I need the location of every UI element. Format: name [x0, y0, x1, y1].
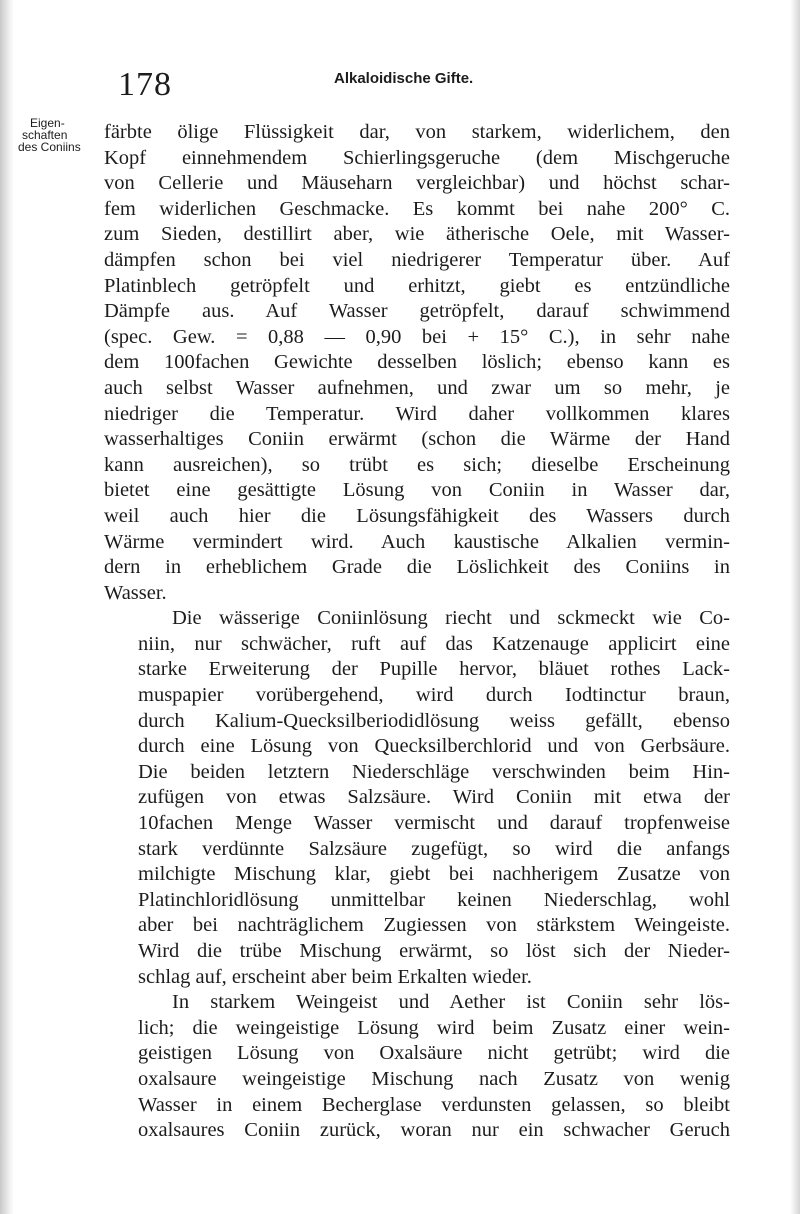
text-line: zufügen von etwas Salzsäure. Wird Coniin mit etwa der: [138, 786, 730, 809]
text-line: durch eine Lösung von Quecksilberchlorid und von Gerbsäure.: [138, 735, 730, 758]
text-line: stark verdünnte Salzsäure zugefügt, so wird die anfangs: [138, 837, 730, 860]
text-line: Wasser in einem Becherglase verdunsten gelassen, so bleibt: [138, 1093, 730, 1116]
text-line: auch selbst Wasser aufnehmen, und zwar um so mehr, je: [104, 376, 730, 399]
text-line: milchigte Mischung klar, giebt bei nachherigem Zusatze von: [138, 863, 730, 886]
text-line: Platinblech getröpfelt und erhitzt, giebt es entzündliche: [104, 274, 730, 297]
text-line: 10fachen Menge Wasser vermischt und darauf tropfenweise: [138, 812, 730, 835]
text-line: bietet eine gesättigte Lösung von Coniin in Wasser dar,: [104, 479, 730, 502]
margin-note-line: schaften: [22, 128, 68, 142]
text-line: aber bei nachträglichem Zugiessen von stärkstem Weingeiste.: [138, 914, 730, 937]
text-line: Die wässerige Coniinlösung riecht und sckmeckt wie Co-: [172, 607, 730, 630]
text-line: Platinchloridlösung unmittelbar keinen Niederschlag, wohl: [138, 888, 730, 911]
text-line: lich; die weingeistige Lösung wird beim Zusatz einer wein-: [138, 1016, 730, 1039]
text-line: niedriger die Temperatur. Wird daher vollkommen klares: [104, 402, 730, 425]
text-line: dem 100fachen Gewichte desselben löslich; ebenso kann es: [104, 351, 730, 374]
text-line: geistigen Lösung von Oxalsäure nicht getrübt; wird die: [138, 1042, 730, 1065]
text-line: dämpfen schon bei viel niedrigerer Temperatur über. Auf: [104, 248, 730, 271]
text-line: von Cellerie und Mäuseharn vergleichbar) und höchst schar-: [104, 172, 730, 195]
text-line: Wasser.: [104, 581, 167, 604]
text-line: In starkem Weingeist und Aether ist Coniin sehr lös-: [172, 991, 730, 1014]
paragraph: [104, 990, 730, 1144]
page-gutter-shadow: [0, 0, 14, 1214]
body-text: [104, 120, 730, 1144]
margin-note-line: Eigen-: [30, 116, 65, 130]
text-line: wasserhaltiges Coniin erwärmt (schon die Wärme der Hand: [104, 428, 730, 451]
text-line: starke Erweiterung der Pupille hervor, bläuet rothes Lack-: [138, 658, 730, 681]
text-line: oxalsaures Coniin zurück, woran nur ein schwacher Geruch: [138, 1119, 730, 1142]
text-line: Dämpfe aus. Auf Wasser getröpfelt, darauf schwimmend: [104, 300, 730, 323]
paragraph: [104, 606, 730, 990]
text-line: schlag auf, erscheint aber beim Erkalten wieder.: [138, 965, 532, 988]
text-line: Die beiden letztern Niederschläge verschwinden beim Hin-: [138, 760, 730, 783]
text-line: Wärme vermindert wird. Auch kaustische Alkalien vermin-: [104, 530, 730, 553]
text-line: Kopf einnehmendem Schierlingsgeruche (dem Mischgeruche: [104, 146, 730, 169]
margin-note: [18, 117, 102, 153]
text-line: oxalsaure weingeistige Mischung nach Zusatz von wenig: [138, 1067, 730, 1090]
text-line: dern in erheblichem Grade die Löslichkeit des Coniins in: [104, 556, 730, 579]
margin-note-line: des Coniins: [18, 140, 81, 154]
text-line: niin, nur schwächer, ruft auf das Katzenauge applicirt eine: [138, 632, 730, 655]
running-head: [118, 66, 718, 106]
text-line: muspapier vorübergehend, wird durch Iodtinctur braun,: [138, 684, 730, 707]
text-line: zum Sieden, destillirt aber, wie ätherische Oele, mit Wasser-: [104, 223, 730, 246]
page-number: 178: [118, 66, 172, 103]
text-line: weil auch hier die Lösungsfähigkeit des Wassers durch: [104, 504, 730, 527]
text-line: (spec. Gew. = 0,88 — 0,90 bei + 15° C.), in sehr nahe: [104, 325, 730, 348]
text-line: Wird die trübe Mischung erwärmt, so löst sich der Nieder-: [138, 940, 730, 962]
running-title: Alkaloidische Gifte.: [334, 70, 474, 87]
text-line: durch Kalium-Quecksilberiodidlösung weiss gefällt, ebenso: [138, 709, 730, 732]
page-edge-shadow: [790, 0, 800, 1214]
text-line: fem widerlichen Geschmacke. Es kommt bei nahe 200° C.: [104, 197, 730, 220]
paragraph: [104, 120, 730, 606]
text-line: kann ausreichen), so trübt es sich; dieselbe Erscheinung: [104, 453, 730, 476]
text-line: färbte ölige Flüssigkeit dar, von starkem, widerlichem, den: [104, 121, 730, 143]
